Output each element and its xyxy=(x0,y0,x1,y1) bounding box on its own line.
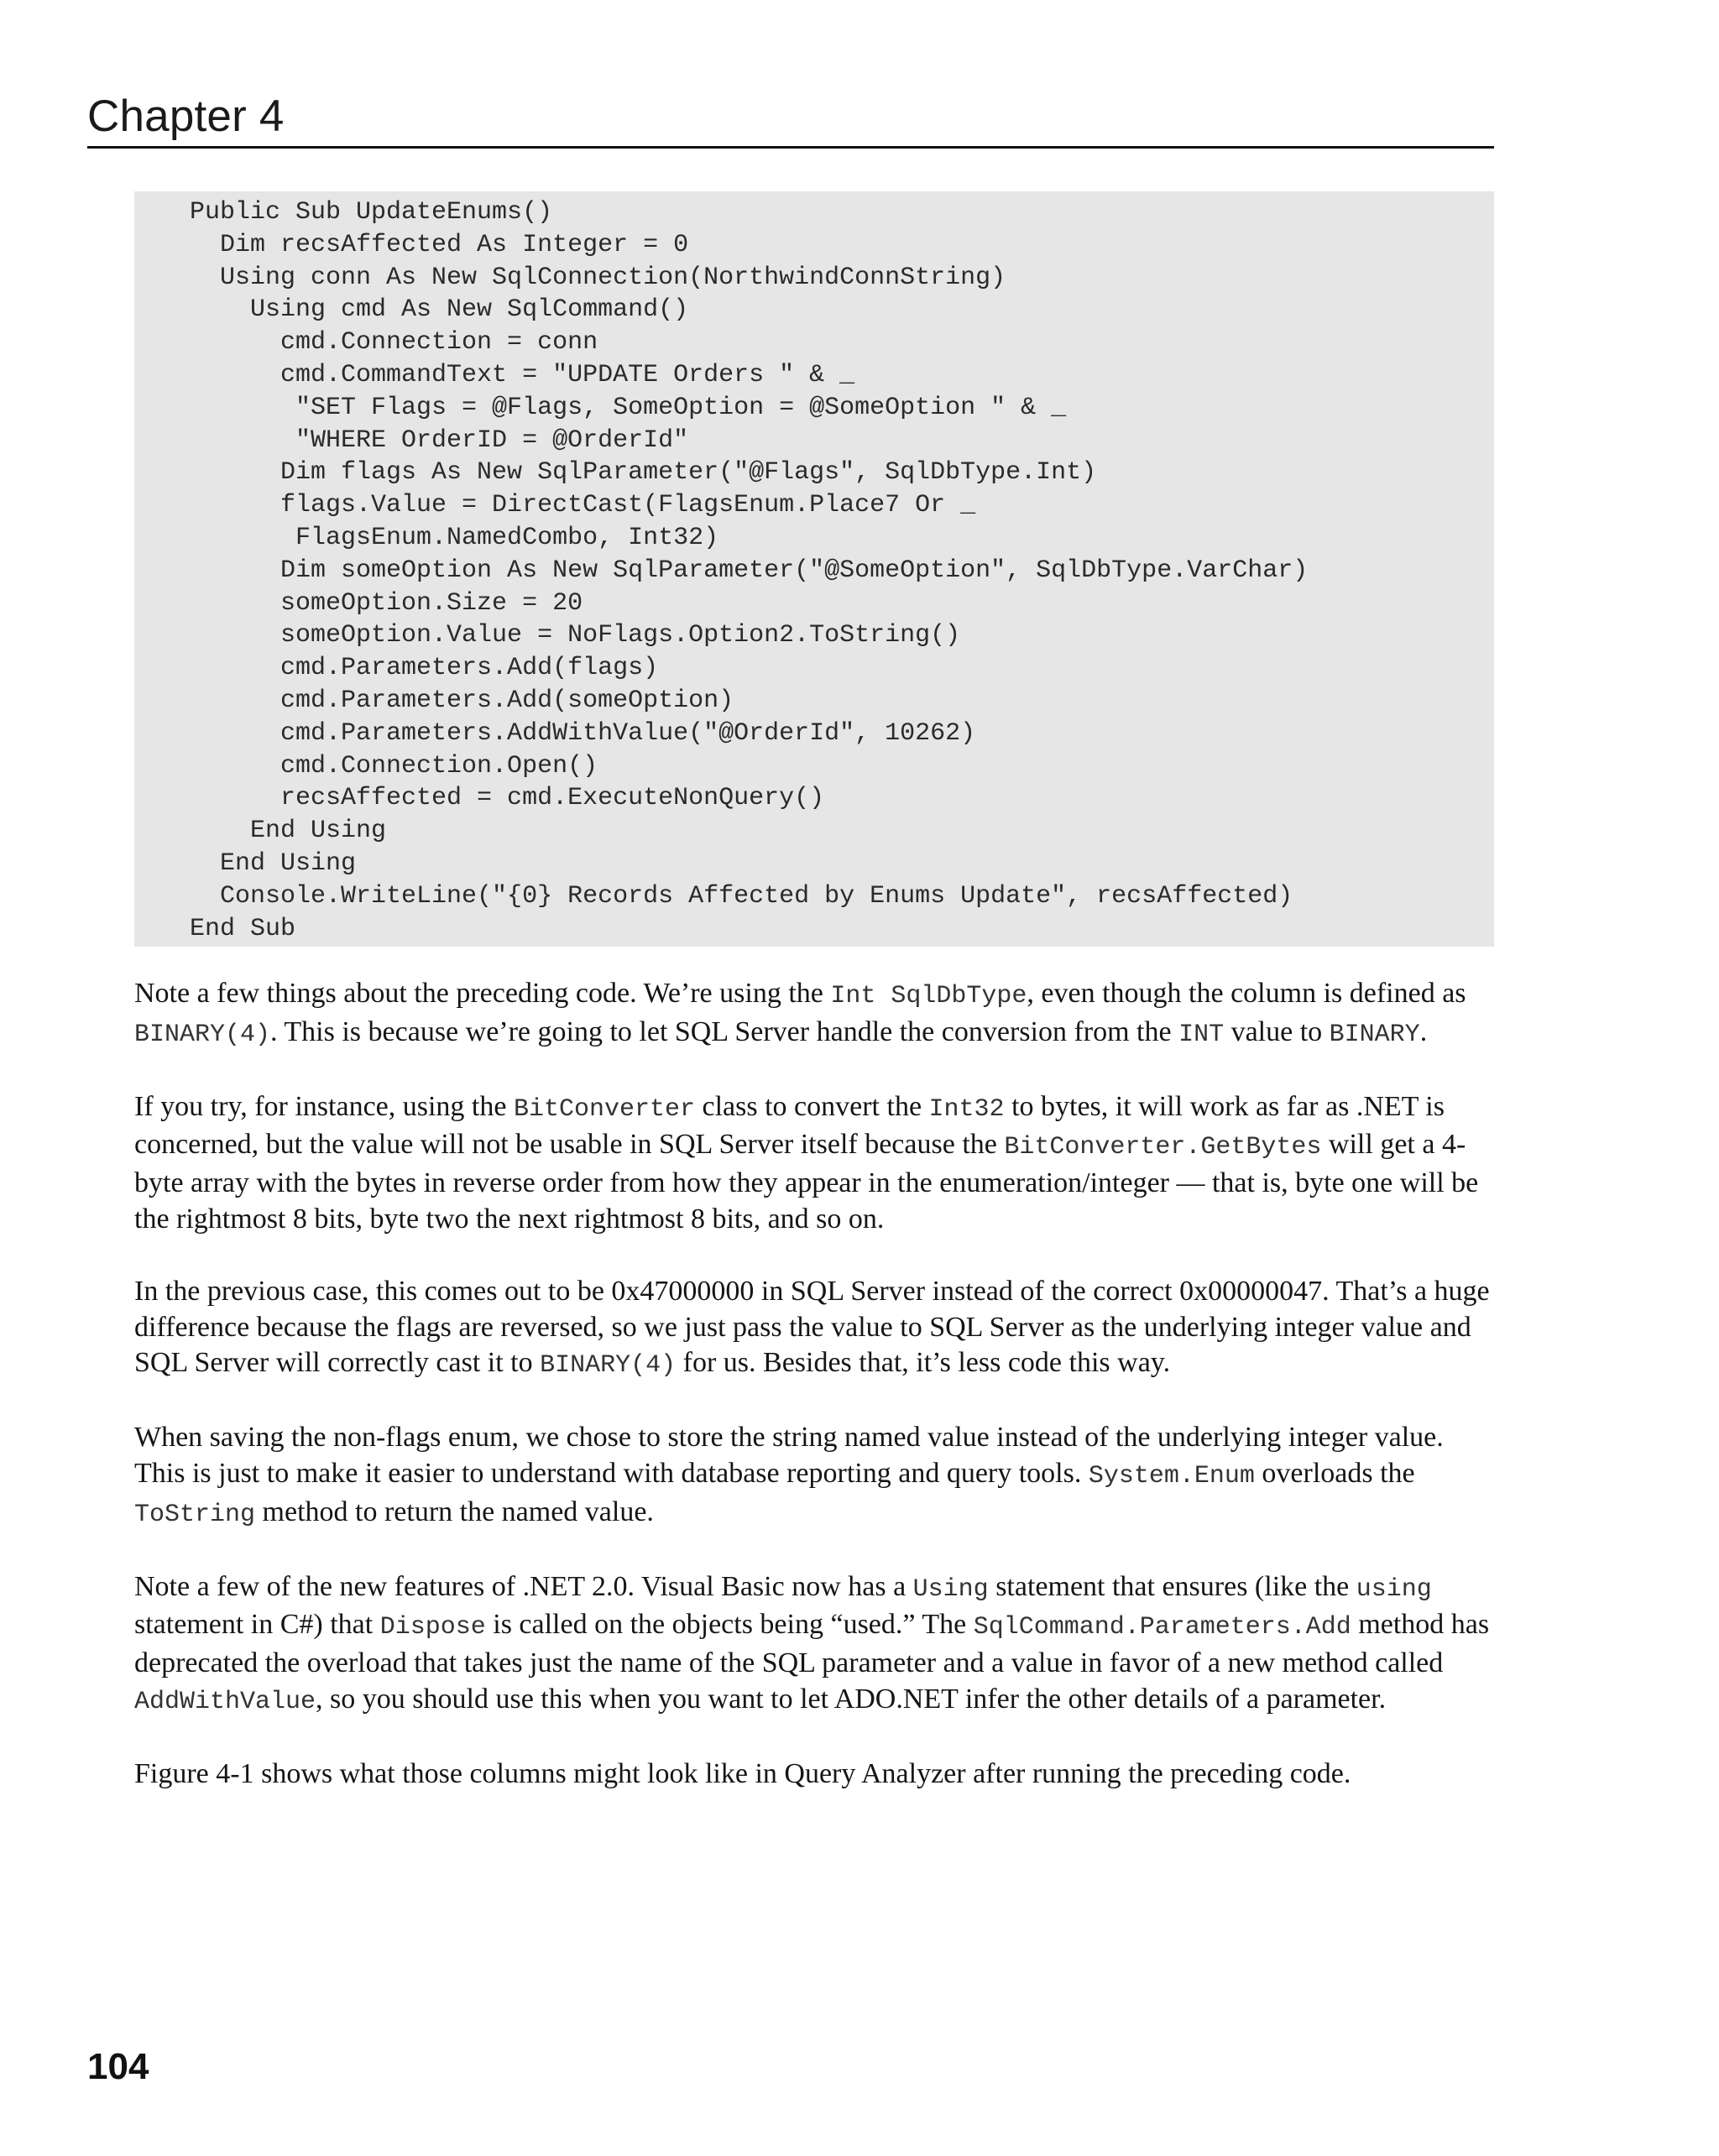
code-line: cmd.Parameters.Add(someOption) xyxy=(190,686,734,715)
code-line: recsAffected = cmd.ExecuteNonQuery() xyxy=(190,784,825,813)
code-line: End Using xyxy=(190,848,357,878)
paragraph-text: . xyxy=(1419,1015,1428,1047)
paragraph-text: is called on the objects being “used.” The xyxy=(485,1609,974,1641)
code-listing xyxy=(134,191,1494,947)
paragraph-text: overloads the xyxy=(1254,1457,1415,1489)
body-paragraph xyxy=(134,1569,1497,1720)
code-line: cmd.Parameters.Add(flags) xyxy=(190,654,659,683)
inline-code: Dispose xyxy=(379,1613,486,1642)
code-line: cmd.Connection = conn xyxy=(190,328,598,358)
paragraph-text: value to xyxy=(1224,1015,1330,1047)
inline-code: AddWithValue xyxy=(134,1687,316,1716)
paragraph-text: Note a few things about the preceding code. We’re using the xyxy=(134,978,831,1009)
code-line: Public Sub UpdateEnums() xyxy=(190,198,553,227)
paragraph-text: In the previous case, this comes out to be 0x47000000 in SQL Server instead of the correct 0x00000047. That’s a huge difference because the flags are reversed, so we just pass the value to SQL Server as the underlying integer value and SQL Server will correctly cast it to xyxy=(134,1275,1490,1379)
inline-code: BitConverter.GetBytes xyxy=(1004,1133,1322,1162)
paragraph-text: Note a few of the new features of .NET 2.0. Visual Basic now has a xyxy=(134,1570,913,1602)
paragraph-text: for us. Besides that, it’s less code this way. xyxy=(676,1347,1171,1379)
body-paragraph xyxy=(134,1274,1497,1384)
paragraph-text: When saving the non-flags enum, we chose to store the string named value instead of the underlying integer value. This is just to make it easier to understand with database reporting and query tools. xyxy=(134,1422,1444,1489)
code-line: FlagsEnum.NamedCombo, Int32) xyxy=(190,523,719,552)
inline-code: BINARY(4) xyxy=(540,1351,677,1381)
inline-code: Int SqlDbType xyxy=(830,982,1027,1010)
code-line: someOption.Value = NoFlags.Option2.ToString() xyxy=(190,621,961,650)
paragraph-text: . This is because we’re going to let SQL Server handle the conversion from the xyxy=(270,1015,1179,1047)
code-line: Dim flags As New SqlParameter("@Flags", SqlDbType.Int) xyxy=(190,458,1097,488)
code-line: "WHERE OrderID = @OrderId" xyxy=(190,425,689,455)
code-line: cmd.CommandText = "UPDATE Orders " & _ xyxy=(190,360,855,389)
code-line: End Sub xyxy=(190,914,296,943)
inline-code: INT xyxy=(1178,1020,1225,1049)
inline-code: ToString xyxy=(134,1500,256,1529)
inline-code: using xyxy=(1356,1574,1432,1604)
paragraph-text: , even though the column is defined as xyxy=(1027,978,1466,1009)
code-line: Dim recsAffected As Integer = 0 xyxy=(190,230,689,259)
code-line: flags.Value = DirectCast(FlagsEnum.Place7 Or _ xyxy=(190,491,976,520)
paragraph-text: method to return the named value. xyxy=(255,1496,654,1527)
paragraph-text: to bytes, it will work as far as .NET is concerned, but the value will not be usable in SQL Server itself because the xyxy=(134,1090,1445,1161)
page-number: 104 xyxy=(87,2046,149,2087)
inline-code: Using xyxy=(912,1574,989,1604)
code-line: Using cmd As New SqlCommand() xyxy=(190,295,689,325)
chapter-header xyxy=(87,87,1494,149)
inline-code: BINARY(4) xyxy=(134,1020,271,1049)
code-line: Console.WriteLine("{0} Records Affected by Enums Update", recsAffected) xyxy=(190,881,1293,911)
body-paragraph xyxy=(134,1757,1497,1793)
inline-code: Int32 xyxy=(928,1094,1005,1124)
inline-code: BitConverter xyxy=(513,1094,696,1124)
code-line: cmd.Connection.Open() xyxy=(190,751,598,780)
paragraph-text: will get a 4-byte array with the bytes in reverse order from how they appear in the enumeration/integer — that is, byte one will be the rightmost 8 bits, byte two the next rightmost 8 bits, and so on. xyxy=(134,1129,1479,1235)
code-lines xyxy=(190,196,1308,945)
body-paragraph xyxy=(134,1420,1497,1532)
paragraph-text: Figure 4-1 shows what those columns might look like in Query Analyzer after running the preceding code. xyxy=(134,1757,1351,1789)
code-line: Dim someOption As New SqlParameter("@SomeOption", SqlDbType.VarChar) xyxy=(190,556,1309,585)
chapter-title: Chapter 4 xyxy=(87,91,285,141)
code-line: cmd.Parameters.AddWithValue("@OrderId", 10262) xyxy=(190,718,976,748)
code-line: Using conn As New SqlConnection(NorthwindConnString) xyxy=(190,263,1006,292)
paragraph-text: , so you should use this when you want to let ADO.NET infer the other details of a parameter. xyxy=(316,1683,1387,1715)
body-paragraph xyxy=(134,1089,1497,1238)
paragraph-text: method has deprecated the overload that takes just the name of the SQL parameter and a value in favor of a new method called xyxy=(134,1609,1490,1679)
inline-code: BINARY xyxy=(1329,1020,1420,1049)
inline-code: SqlCommand.Parameters.Add xyxy=(973,1613,1351,1642)
inline-code: System.Enum xyxy=(1088,1461,1255,1490)
body-text xyxy=(134,976,1497,1829)
body-paragraph xyxy=(134,976,1497,1053)
code-line: "SET Flags = @Flags, SomeOption = @SomeOption " & _ xyxy=(190,393,1067,422)
paragraph-text: statement in C#) that xyxy=(134,1609,380,1641)
code-line: End Using xyxy=(190,817,387,846)
code-line: someOption.Size = 20 xyxy=(190,588,583,618)
paragraph-text: If you try, for instance, using the xyxy=(134,1090,514,1122)
paragraph-text: statement that ensures (like the xyxy=(988,1570,1356,1602)
paragraph-text: class to convert the xyxy=(695,1090,929,1122)
